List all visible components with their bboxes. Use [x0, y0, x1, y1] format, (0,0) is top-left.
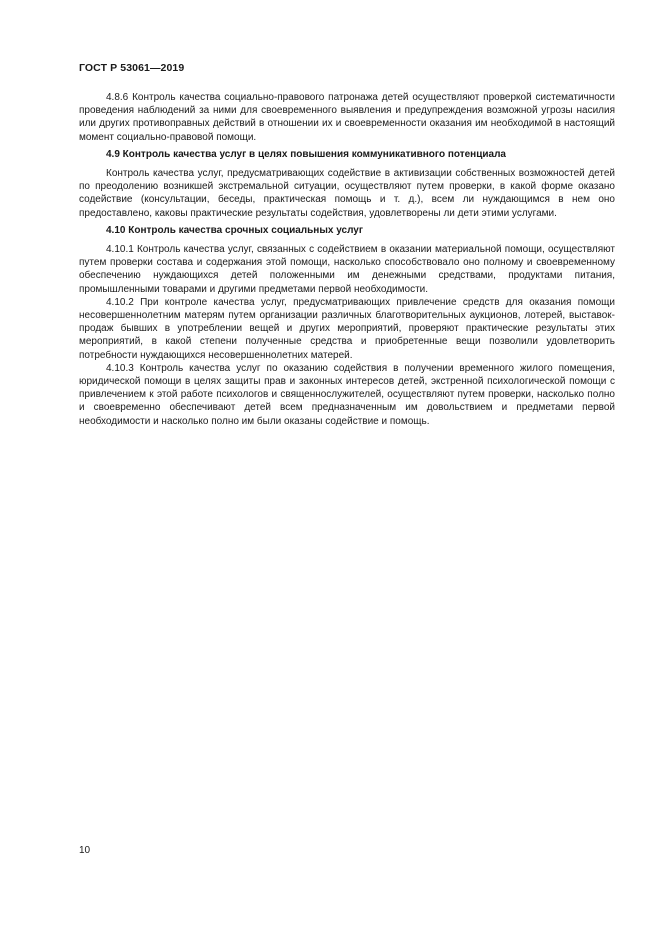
page-number: 10 — [79, 845, 91, 856]
paragraph-4-9: Контроль качества услуг, предусматривающих содействие в активизации собственных возможностей детей по преодолению возникшей экстремальной ситуации, осуществляют путем проверки, в какой форме оказано содействие (консультации, беседы, практическая помощь и т. д.), всем ли нуждающимся в нем оно предоставлено, каковы практические результаты содействия, удовлетворены ли дети этими услугами. — [79, 168, 615, 219]
section-heading-4-9: 4.9 Контроль качества услуг в целях повышения коммуникативного потенциала — [106, 148, 506, 160]
paragraph-4-10-1: 4.10.1 Контроль качества услуг, связанных с содействием в оказании материальной помощи, осуществляют путем проверки состава и содержания этой помощи, насколько способствовало оно полному и своевременному обеспечению нуждающихся детей положенными им денежными средствами, продуктами питания, промышленными товарами и другими предметами первой необходимости. — [79, 244, 615, 295]
document-body — [79, 91, 615, 428]
section-heading-4-10: 4.10 Контроль качества срочных социальных услуг — [106, 224, 364, 236]
paragraph-4-10-3: 4.10.3 Контроль качества услуг по оказанию содействия в получении временного жилого помещения, юридической помощи в целях защиты прав и законных интересов детей, экстренной психологической помощи с привлечением к этой работе психологов и священнослужителей, осуществляют путем проверки, насколько полно и своевременно обеспечивают детей всем предназначенным им довольствием и предметами первой необходимости и насколько полно им были оказаны содействие и помощь. — [79, 362, 615, 427]
document-header: ГОСТ Р 53061—2019 — [79, 62, 185, 74]
paragraph-4-10-2: 4.10.2 При контроле качества услуг, предусматривающих привлечение средств для оказания помощи несовершеннолетним матерям путем организации различных благотворительных аукционов, лотерей, выставок-продаж бывших в употреблении вещей и других мероприятий, проверяют практические результаты этих мероприятий, в какой степени полученные средства и приобретенные вещи позволили удовлетворить потребности нуждающихся несовершеннолетних матерей. — [79, 296, 615, 361]
paragraph-4-8-6: 4.8.6 Контроль качества социально-правового патронажа детей осуществляют проверкой систематичности проведения наблюдений за ними для своевременного выявления и предупреждения возможной угрозы насилия или других противоправных действий в отношении их и своевременности оказания им необходимой в настоящий момент социально-правовой помощи. — [79, 92, 615, 143]
